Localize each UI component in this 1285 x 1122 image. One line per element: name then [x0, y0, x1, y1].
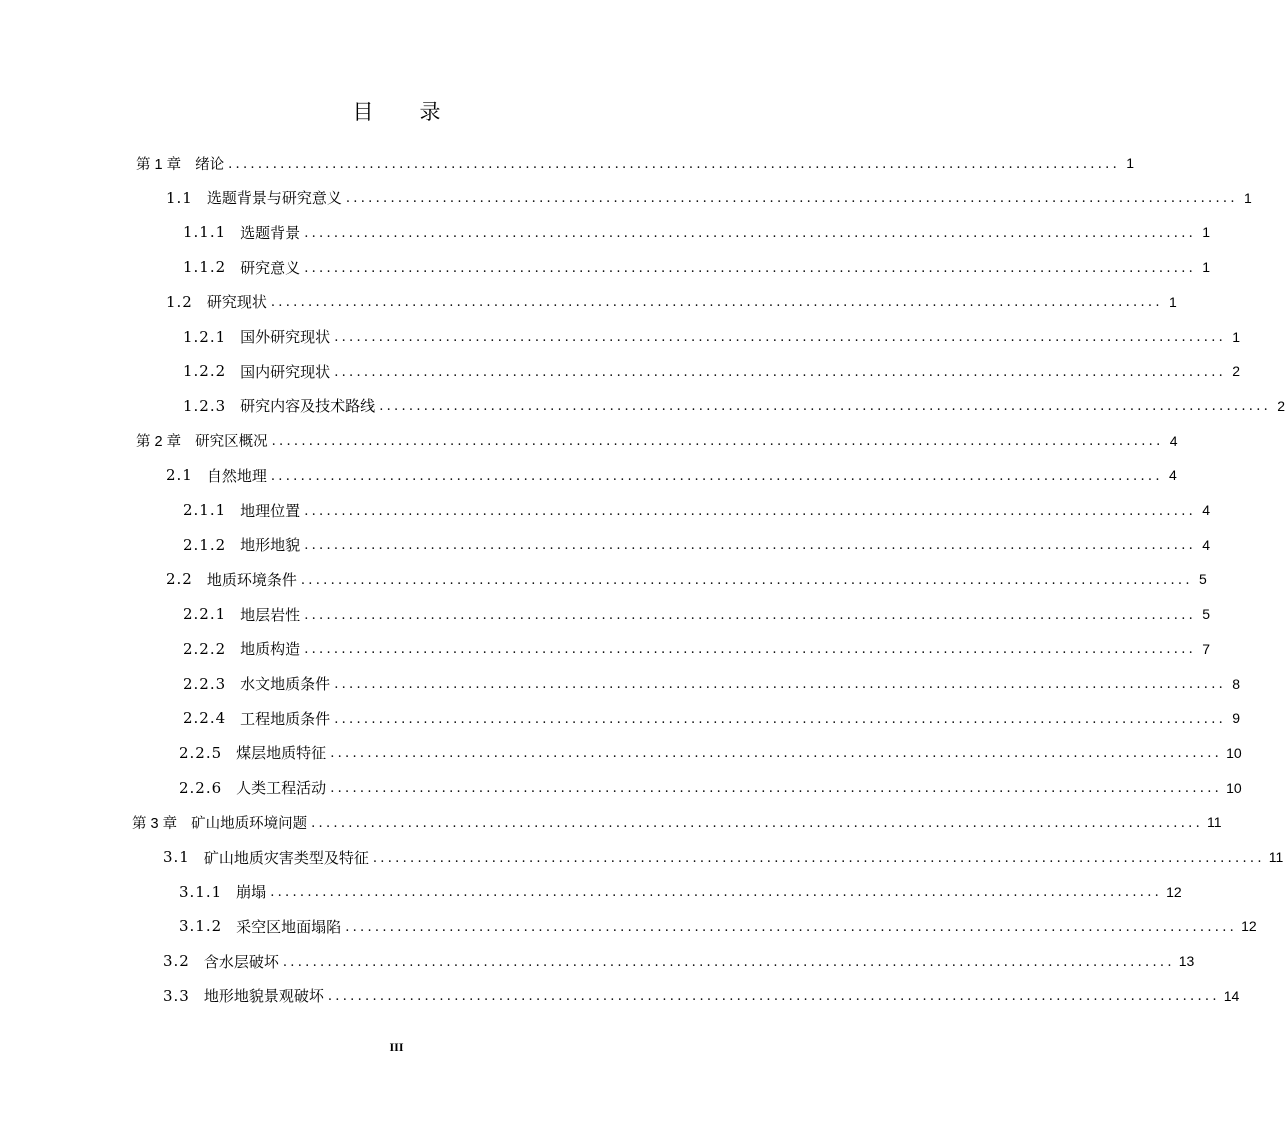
- toc-entry-label: 采空区地面塌陷: [236, 917, 342, 936]
- toc-leader-dots: ........................................................................................................................: [334, 364, 1227, 380]
- toc-entry[interactable]: [132, 805, 1222, 839]
- toc-leader-dots: ........................................................................................................................: [330, 781, 1223, 797]
- toc-entry[interactable]: [166, 181, 1252, 215]
- title-char-2: 录: [419, 100, 441, 124]
- toc-entry-number: 第 2 章: [136, 434, 182, 451]
- toc-leader-dots: ........................................................................................................................: [311, 815, 1204, 831]
- toc-entry-label: 水文地质条件: [240, 675, 331, 693]
- toc-entry-label: 地形地貌: [240, 536, 301, 555]
- toc-entry-page: 14: [1223, 987, 1240, 1004]
- title-char-1: 目: [352, 100, 374, 124]
- toc-entry-label: 人类工程活动: [236, 779, 327, 798]
- toc-entry[interactable]: [183, 215, 1211, 249]
- toc-entry[interactable]: [136, 146, 1135, 180]
- toc-leader-dots: ........................................................................................................................: [270, 885, 1163, 901]
- toc-entry-page: 4: [1169, 432, 1178, 449]
- toc-entry-page: 4: [1202, 502, 1211, 518]
- toc-leader-dots: ........................................................................................................................: [282, 954, 1175, 970]
- toc-entry-label: 选题背景与研究意义: [206, 189, 342, 208]
- toc-leader-dots: ........................................................................................................................: [334, 330, 1227, 345]
- toc-entry-page: 1: [1202, 224, 1211, 241]
- toc-entry-page: 7: [1202, 640, 1211, 657]
- toc-leader-dots: ........................................................................................................................: [334, 711, 1227, 727]
- toc-entry-label: 地质构造: [240, 640, 301, 659]
- toc-entry-number: 2.1.2: [183, 535, 227, 554]
- toc-leader-dots: ........................................................................................................................: [330, 746, 1223, 762]
- toc-leader-dots: ........................................................................................................................: [304, 225, 1197, 241]
- toc-entry-label: 工程地质条件: [240, 709, 331, 728]
- toc-entry-number: 2.2.3: [183, 674, 227, 693]
- toc-leader-dots: ........................................................................................................................: [327, 989, 1220, 1005]
- toc-leader-dots: ........................................................................................................................: [304, 607, 1197, 623]
- toc-leader-dots: ........................................................................................................................: [372, 850, 1265, 866]
- toc-entry-number: 2.1.1: [183, 501, 227, 519]
- toc-entry-page: 13: [1178, 953, 1195, 970]
- toc-leader-dots: ........................................................................................................................: [304, 642, 1197, 658]
- toc-entry-label: 矿山地质环境问题: [191, 815, 308, 832]
- toc-entry-number: 第 1 章: [136, 156, 182, 173]
- toc-leader-dots: ........................................................................................................................: [345, 191, 1238, 207]
- toc-entry[interactable]: [183, 528, 1211, 562]
- toc-entry-page: 1: [1202, 259, 1211, 276]
- toc-entry-number: 3.1.2: [179, 917, 223, 936]
- toc-entry-number: 3.3: [163, 986, 190, 1005]
- toc-entry[interactable]: [166, 458, 1177, 492]
- toc-entry[interactable]: [183, 320, 1241, 354]
- toc-entry-number: 1.1.1: [183, 223, 227, 242]
- toc-entry-page: 11: [1268, 849, 1284, 865]
- toc-entry-number: 2.2.1: [183, 605, 227, 624]
- toc-entry-page: 10: [1226, 744, 1242, 761]
- toc-entry[interactable]: [183, 250, 1211, 284]
- toc-entry-page: 2: [1277, 397, 1285, 414]
- toc-entry-number: 2.2: [166, 570, 193, 589]
- toc-entry-label: 研究内容及技术路线: [240, 397, 376, 416]
- toc-entry[interactable]: [183, 667, 1241, 701]
- toc-entry[interactable]: [136, 424, 1178, 458]
- toc-entry-label: 地形地貌景观破坏: [203, 987, 324, 1006]
- toc-entry-label: 地质环境条件: [206, 570, 297, 589]
- toc-entry[interactable]: [183, 632, 1211, 666]
- toc-entry-number: 2.2.4: [183, 709, 227, 728]
- toc-entry-page: 12: [1241, 918, 1257, 935]
- toc-entry[interactable]: [183, 493, 1211, 527]
- toc-leader-dots: ........................................................................................................................: [379, 399, 1272, 415]
- toc-entry-label: 煤层地质特征: [236, 744, 327, 763]
- toc-leader-dots: ........................................................................................................................: [334, 677, 1227, 692]
- toc-leader-dots: ........................................................................................................................: [300, 572, 1193, 588]
- page-number: III: [389, 1040, 404, 1054]
- toc-entry-page: 5: [1198, 571, 1207, 588]
- toc-entry-page: 8: [1232, 675, 1241, 692]
- toc-leader-dots: ........................................................................................................................: [271, 434, 1164, 450]
- toc-entry-number: 1.2.3: [183, 396, 227, 415]
- toc-entry-label: 含水层破坏: [203, 952, 279, 971]
- toc-leader-dots: ........................................................................................................................: [304, 538, 1197, 554]
- toc-entry-page: 9: [1232, 710, 1241, 727]
- toc-entry-number: 2.2.5: [179, 743, 223, 762]
- toc-entry[interactable]: [166, 285, 1177, 319]
- toc-entry[interactable]: [179, 875, 1182, 909]
- toc-entry-number: 2.2.2: [183, 639, 227, 658]
- toc-leader-dots: ........................................................................................................................: [304, 503, 1197, 519]
- toc-entry-page: 1: [1126, 155, 1135, 171]
- toc-entry-page: 10: [1226, 779, 1242, 796]
- toc-entry-page: 1: [1243, 189, 1252, 206]
- toc-entry-label: 选题背景: [240, 223, 301, 242]
- toc-entry[interactable]: [166, 562, 1207, 596]
- toc-entry-page: 12: [1166, 883, 1182, 900]
- toc-entry[interactable]: [179, 736, 1242, 770]
- toc-entry-label: 研究现状: [206, 293, 267, 312]
- toc-entry-label: 崩塌: [236, 883, 267, 902]
- toc-entry-number: 2.2.6: [179, 778, 223, 797]
- toc-entry-label: 绪论: [195, 156, 225, 173]
- toc-entry[interactable]: [183, 389, 1285, 423]
- toc-entry-label: 矿山地质灾害类型及特征: [203, 848, 369, 867]
- toc-entry-page: 1: [1232, 328, 1241, 345]
- toc-leader-dots: ........................................................................................................................: [228, 156, 1121, 172]
- toc-entry[interactable]: [183, 354, 1241, 388]
- toc-entry-number: 1.1.2: [183, 258, 227, 277]
- toc-leader-dots: ........................................................................................................................: [304, 260, 1197, 276]
- toc-entry-number: 1.2: [166, 292, 193, 311]
- toc-leader-dots: ........................................................................................................................: [270, 468, 1163, 484]
- toc-leader-dots: ........................................................................................................................: [345, 919, 1238, 935]
- toc-entry-number: 3.2: [163, 952, 190, 971]
- toc-entry[interactable]: [179, 771, 1242, 805]
- toc-entry-number: 2.1: [166, 466, 193, 485]
- toc-entry[interactable]: [163, 979, 1240, 1013]
- toc-entry-label: 自然地理: [206, 466, 267, 485]
- toc-entry[interactable]: [183, 701, 1241, 735]
- toc-entry[interactable]: [183, 597, 1211, 631]
- toc-entry-label: 国外研究现状: [240, 328, 331, 346]
- toc-entry-number: 1.2.2: [183, 362, 227, 381]
- toc-entry-label: 研究区概况: [195, 434, 268, 451]
- toc-entry-number: 3.1: [163, 848, 190, 866]
- toc-entry-number: 3.1.1: [179, 882, 223, 901]
- toc-entry-page: 4: [1202, 536, 1211, 553]
- toc-entry[interactable]: [163, 944, 1195, 978]
- toc-entry-label: 地层岩性: [240, 605, 301, 624]
- toc-entry-label: 国内研究现状: [240, 362, 331, 381]
- toc-entry-page: 11: [1207, 814, 1222, 831]
- toc-entry-page: 1: [1168, 293, 1177, 310]
- toc-entry[interactable]: [179, 909, 1257, 943]
- toc-entry-number: 1.1: [166, 188, 193, 207]
- page-title: [0, 96, 793, 126]
- toc-entry-page: 4: [1168, 467, 1177, 484]
- toc-entry-number: 第 3 章: [132, 815, 178, 832]
- toc-leader-dots: ........................................................................................................................: [270, 295, 1163, 311]
- toc-entry-page: 2: [1232, 363, 1241, 380]
- toc-entry[interactable]: [163, 840, 1284, 874]
- toc-entry-page: 5: [1202, 606, 1211, 623]
- toc-entry-number: 1.2.1: [183, 327, 227, 346]
- toc-entry-label: 研究意义: [240, 258, 301, 277]
- toc-entry-label: 地理位置: [240, 501, 301, 520]
